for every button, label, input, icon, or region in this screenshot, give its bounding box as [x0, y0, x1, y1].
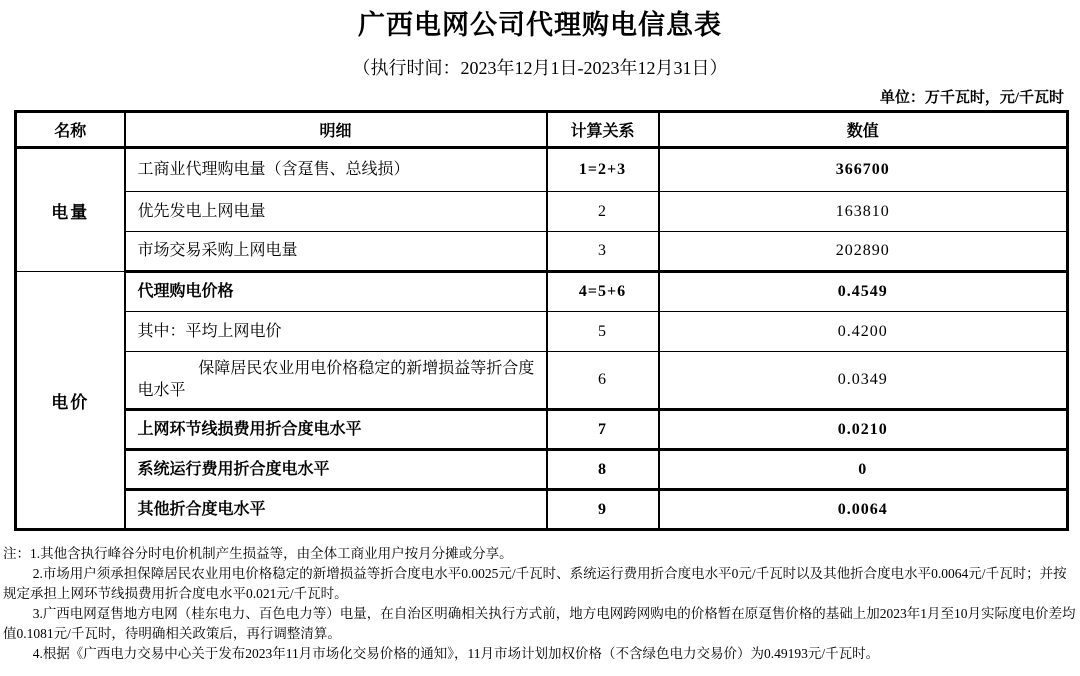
detail-cell: 工商业代理购电量（含趸售、总线损） — [125, 148, 547, 192]
table-row — [16, 410, 1068, 450]
page-title: 广西电网公司代理购电信息表 — [358, 10, 722, 40]
calc-cell: 1=2+3 — [547, 148, 659, 192]
header-detail: 明细 — [125, 112, 547, 148]
detail-cell: 优先发电上网电量 — [125, 192, 547, 232]
value-cell: 0.0064 — [659, 490, 1068, 530]
calc-cell: 7 — [547, 410, 659, 450]
header-calc: 计算关系 — [547, 112, 659, 148]
header-name: 名称 — [16, 112, 125, 148]
detail-cell: 保障居民农业用电价格稳定的新增损益等折合度电水平 — [125, 352, 547, 410]
execution-period-subtitle: （执行时间：2023年12月1日-2023年12月31日） — [352, 58, 728, 78]
value-cell: 0.0349 — [659, 352, 1068, 410]
calc-cell: 9 — [547, 490, 659, 530]
power-purchase-info-table — [14, 110, 1069, 531]
group-name-electricity-volume: 电量 — [16, 148, 125, 272]
calc-cell: 8 — [547, 450, 659, 490]
value-cell: 0.0210 — [659, 410, 1068, 450]
value-cell: 0.4549 — [659, 272, 1068, 312]
table-row — [16, 148, 1068, 192]
group-name-electricity-price: 电价 — [16, 272, 125, 530]
value-cell: 0 — [659, 450, 1068, 490]
detail-cell: 其他折合度电水平 — [125, 490, 547, 530]
calc-cell: 6 — [547, 352, 659, 410]
table-row — [16, 490, 1068, 530]
detail-cell: 上网环节线损费用折合度电水平 — [125, 410, 547, 450]
table-row — [16, 232, 1068, 272]
detail-cell: 系统运行费用折合度电水平 — [125, 450, 547, 490]
footnote-2: 2.市场用户须承担保障居民农业用电价格稳定的新增损益等折合度电水平0.0025元/千瓦时、系统运行费用折合度电水平0元/千瓦时以及其他折合度电水平0.0064元/千瓦时；并按规定承担上网环节线损费用折合度电水平0.021元/千瓦时。 — [3, 566, 1067, 601]
calc-cell: 2 — [547, 192, 659, 232]
value-cell: 202890 — [659, 232, 1068, 272]
value-cell: 366700 — [659, 148, 1068, 192]
table-row — [16, 192, 1068, 232]
detail-cell: 市场交易采购上网电量 — [125, 232, 547, 272]
table-row — [16, 352, 1068, 410]
calc-cell: 5 — [547, 312, 659, 352]
unit-note: 单位：万千瓦时，元/千瓦时 — [879, 90, 1064, 106]
value-cell: 0.4200 — [659, 312, 1068, 352]
calc-cell: 4=5+6 — [547, 272, 659, 312]
header-value: 数值 — [659, 112, 1068, 148]
footnote-1: 注：1.其他含执行峰谷分时电价机制产生损益等，由全体工商业用户按月分摊或分享。 — [3, 546, 513, 561]
table-row — [16, 312, 1068, 352]
table-header-row — [16, 112, 1068, 148]
footnote-4: 4.根据《广西电力交易中心关于发布2023年11月市场化交易价格的通知》，11月市场计划加权价格（不含绿色电力交易价）为0.49193元/千瓦时。 — [32, 646, 880, 661]
table-row — [16, 450, 1068, 490]
detail-cell: 代理购电价格 — [125, 272, 547, 312]
value-cell: 163810 — [659, 192, 1068, 232]
table-row — [16, 272, 1068, 312]
detail-cell: 其中：平均上网电价 — [125, 312, 547, 352]
calc-cell: 3 — [547, 232, 659, 272]
footnote-3: 3.广西电网趸售地方电网（桂东电力、百色电力等）电量，在自治区明确相关执行方式前，地方电网跨网购电的价格暂在原趸售价格的基础上加2023年1月至10月实际度电价差均值0.1081元/千瓦时，待明确相关政策后，再行调整清算。 — [3, 606, 1076, 641]
footnotes — [3, 544, 1078, 664]
